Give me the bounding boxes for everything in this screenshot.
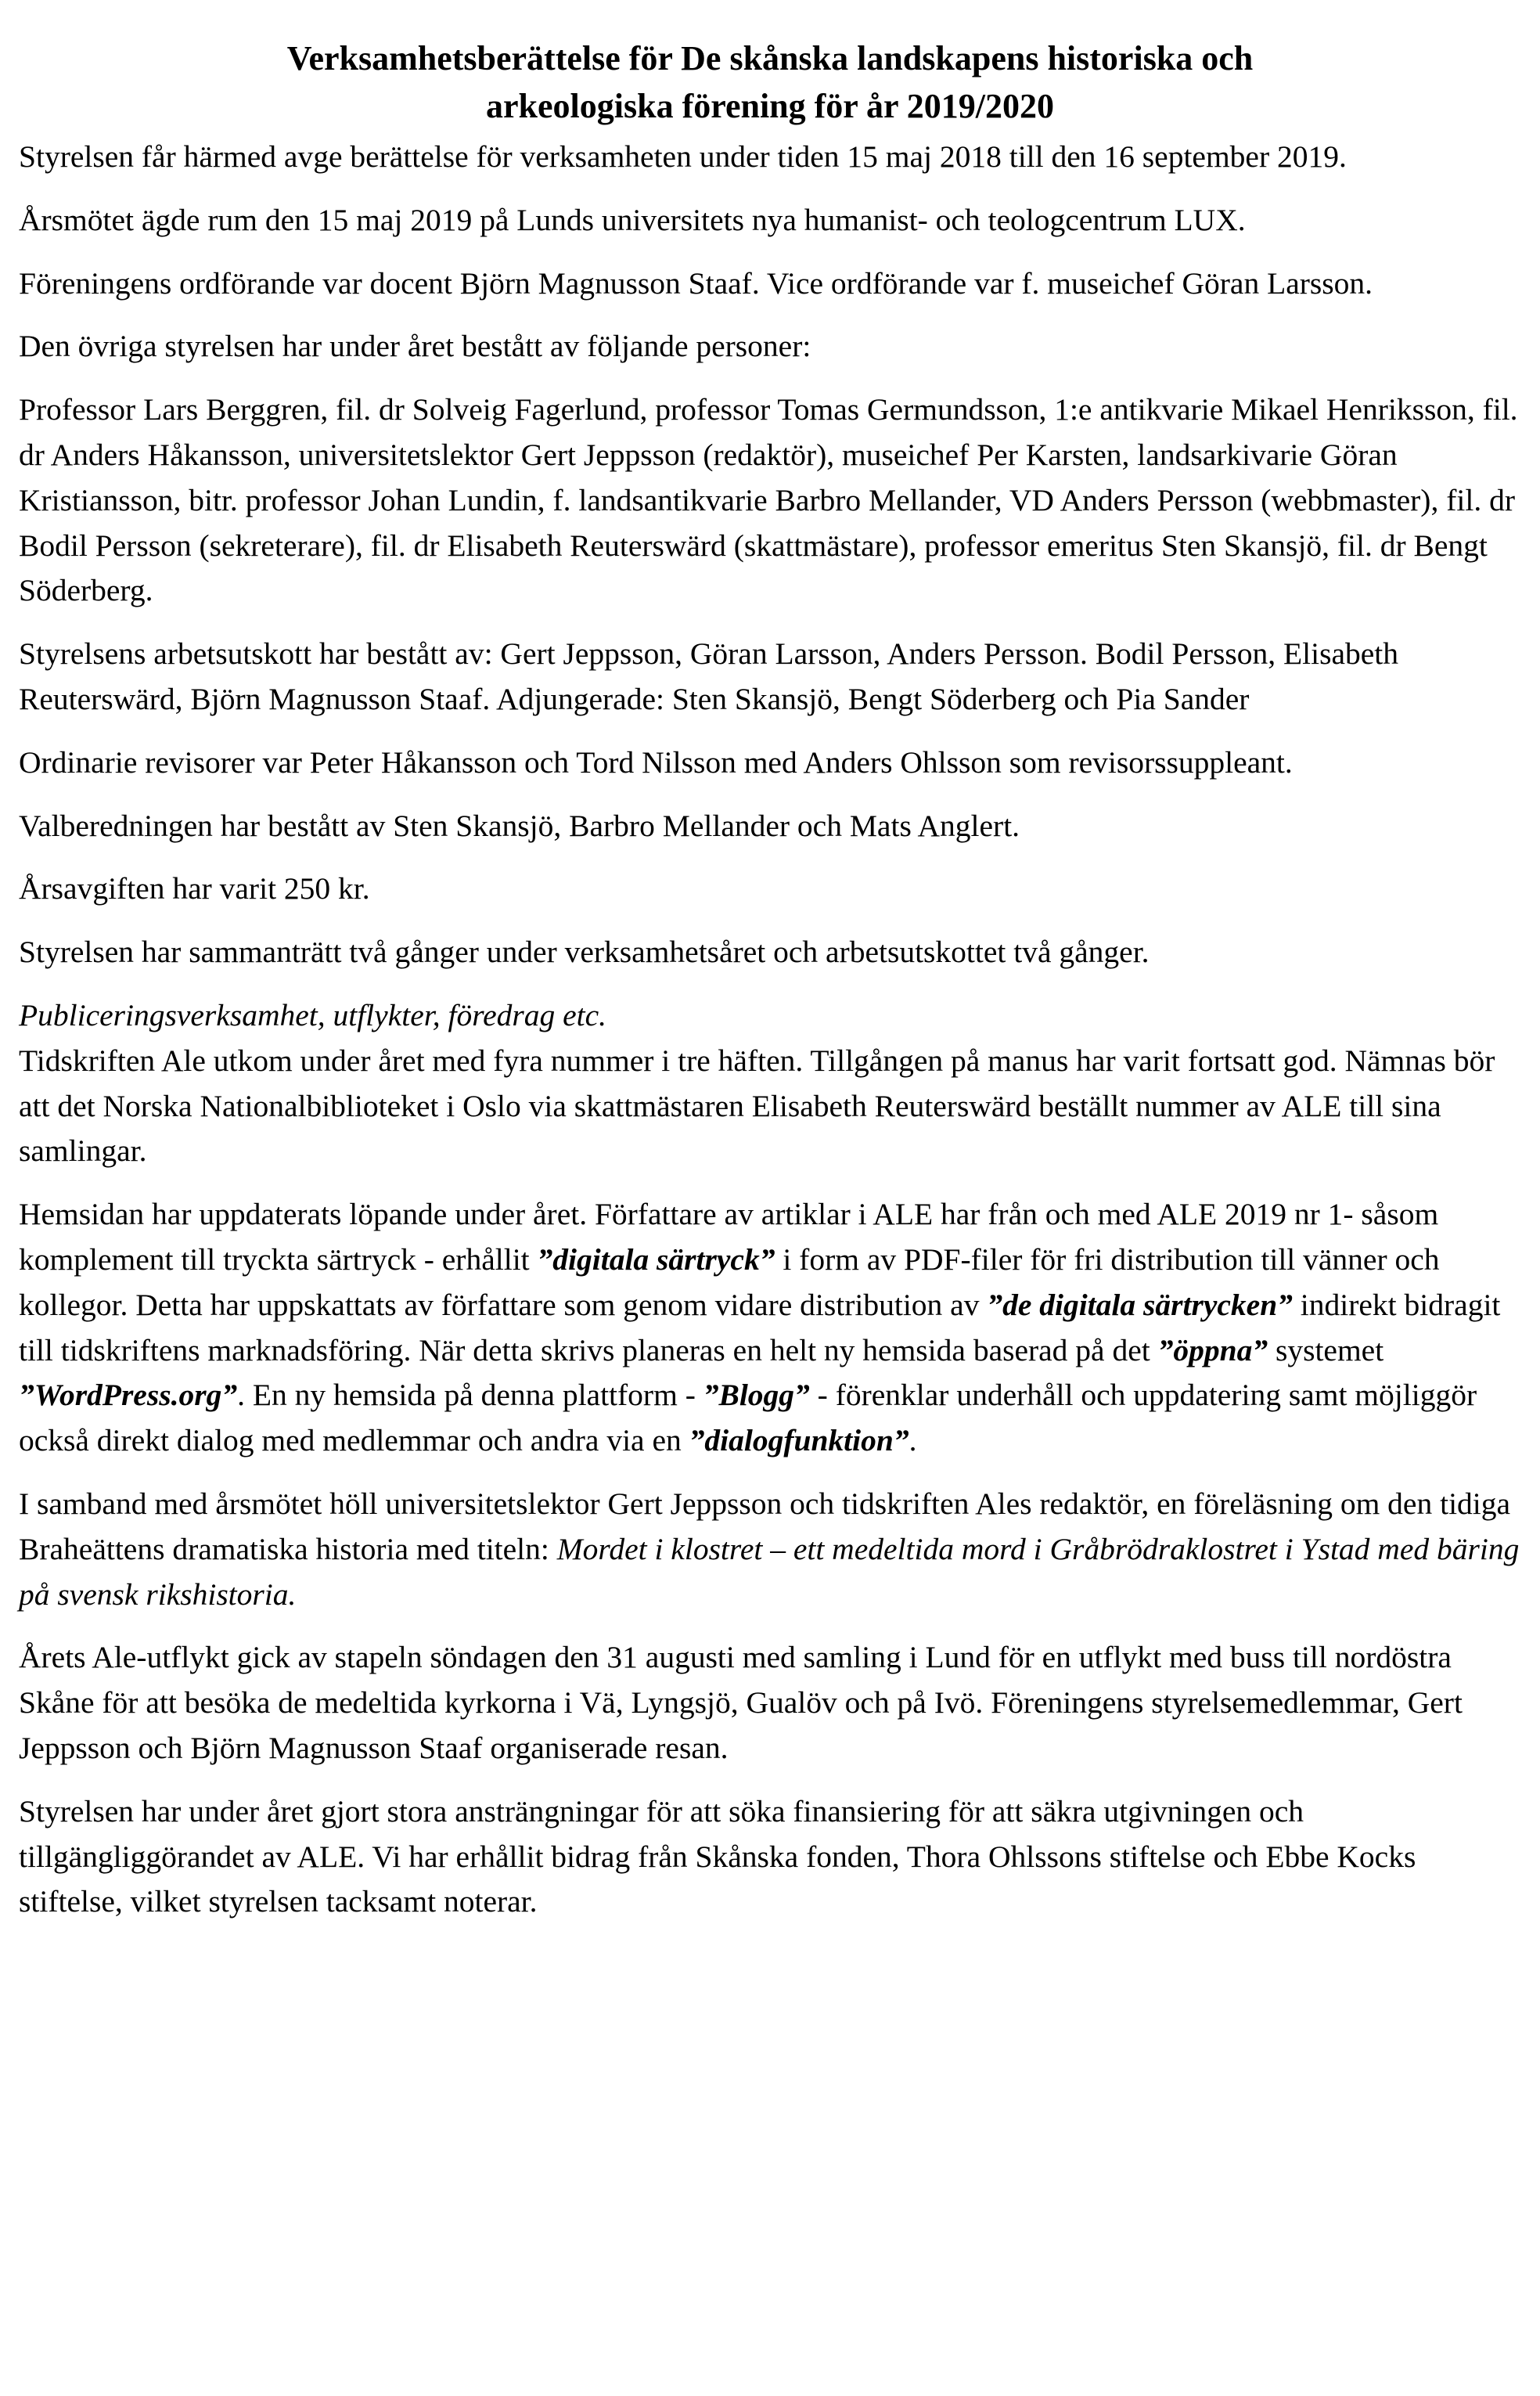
website-text-3: indirekt bidragit till tidskriftens marknadsföring. När detta skrivs planeras en helt ny hemsida baserad på det bbox=[19, 1287, 1501, 1367]
paragraph-auditors: Ordinarie revisorer var Peter Håkansson och Tord Nilsson med Anders Ohlsson som revisorssuppleant. bbox=[19, 744, 1293, 780]
document-body bbox=[19, 135, 1521, 1925]
paragraph-funding: Styrelsen har under året gjort stora ansträngningar för att söka finansiering för att säkra utgivningen och tillgängliggörandet av ALE. Vi har erhållit bidrag från Skånska fonden, Thora Ohlssons stiftelse och Ebbe Kocks stiftelse, vilket styrelsen tacksamt noterar. bbox=[19, 1793, 1416, 1919]
paragraph-meetings: Styrelsen har sammanträtt två gånger under verksamhetsåret och arbetsutskottet två gånger. bbox=[19, 935, 1150, 970]
website-emphasis-5: ”Blogg” bbox=[703, 1378, 810, 1413]
lecture-title: Mordet i klostret – ett medeltida mord i Gråbrödraklostret i Ystad med bäring på svensk rikshistoria. bbox=[19, 1531, 1520, 1612]
paragraph-board-intro: Den övriga styrelsen har under året bestått av följande personer: bbox=[19, 329, 811, 364]
paragraph-working-committee: Styrelsens arbetsutskott har bestått av: Gert Jeppsson, Göran Larsson, Anders Persson. Bodil Persson, Elisabeth Reuterswärd, Björn Magnusson Staaf. Adjungerade: Sten Skansjö, Bengt Söderberg och Pia Sander bbox=[19, 636, 1398, 716]
website-emphasis-1: ”digitala särtryck” bbox=[537, 1241, 775, 1277]
document-title bbox=[19, 34, 1521, 130]
website-text-4: systemet bbox=[1268, 1332, 1384, 1367]
paragraph-board-members: Professor Lars Berggren, fil. dr Solveig Fagerlund, professor Tomas Germundsson, 1:e antikvarie Mikael Henriksson, fil. dr Anders Håkansson, universitetslektor Gert Jeppsson (redaktör), museichef Per Karsten, landsarkivarie Göran Kristiansson, bitr. professor Johan Lundin, f. landsantikvarie Barbro Mellander, VD Anders Persson (webbmaster), fil. dr Bodil Persson (sekreterare), fil. dr Elisabeth Reuterswärd (skattmästare), professor emeritus Sten Skansjö, fil. dr Bengt Söderberg. bbox=[19, 392, 1518, 608]
website-text-7: . bbox=[909, 1423, 917, 1458]
lecture-text: I samband med årsmötet höll universitetslektor Gert Jeppsson och tidskriften Ales redaktör, en föreläsning om den tidiga Braheättens dramatiska historia med titeln: bbox=[19, 1486, 1511, 1566]
paragraph-website bbox=[19, 1192, 1521, 1464]
website-text-6: - förenklar underhåll och uppdatering samt möjliggör också direkt dialog med medlemmar och andra via en bbox=[19, 1378, 1477, 1458]
paragraph-lecture bbox=[19, 1482, 1521, 1617]
paragraph-journal: Tidskriften Ale utkom under året med fyra nummer i tre häften. Tillgången på manus har varit fortsatt god. Nämnas bör att det Norska Nationalbiblioteket i Oslo via skattmästaren Elisabeth Reuterswärd beställt nummer av ALE till sina samlingar. bbox=[19, 1043, 1495, 1169]
title-line-1: Verksamhetsberättelse för De skånska landskapens historiska och bbox=[286, 39, 1254, 77]
paragraph-nomination-committee: Valberedningen har bestått av Sten Skansjö, Barbro Mellander och Mats Anglert. bbox=[19, 808, 1020, 843]
website-emphasis-6: ”dialogfunktion” bbox=[689, 1423, 909, 1458]
paragraph-report-period: Styrelsen får härmed avge berättelse för verksamheten under tiden 15 maj 2018 till den 16 september 2019. bbox=[19, 139, 1347, 174]
website-emphasis-2: ”de digitala särtrycken” bbox=[987, 1287, 1293, 1322]
website-emphasis-3: ”öppna” bbox=[1157, 1332, 1268, 1367]
section-publishing bbox=[19, 993, 1521, 1174]
paragraph-annual-fee: Årsavgiften har varit 250 kr. bbox=[19, 871, 370, 906]
paragraph-excursion: Årets Ale-utflykt gick av stapeln söndagen den 31 augusti med samling i Lund för en utflykt med buss till nordöstra Skåne för att besöka de medeltida kyrkorna i Vä, Lyngsjö, Gualöv och på Ivö. Föreningens styrelsemedlemmar, Gert Jeppsson och Björn Magnusson Staaf organiserade resan. bbox=[19, 1640, 1463, 1765]
section-heading-publishing: Publiceringsverksamhet, utflykter, föredrag etc. bbox=[19, 997, 607, 1032]
website-text-5: . En ny hemsida på denna plattform - bbox=[237, 1378, 703, 1413]
website-emphasis-4: ”WordPress.org” bbox=[19, 1378, 238, 1413]
website-text-2: i form av PDF-filer för fri distribution till vänner och kollegor. Detta har uppskattats av författare som genom vidare distribution av bbox=[19, 1241, 1440, 1322]
website-text-1: Hemsidan har uppdaterats löpande under året. Författare av artiklar i ALE har från och med ALE 2019 nr 1- såsom komplement till tryckta särtryck - erhållit bbox=[19, 1197, 1439, 1277]
paragraph-chairman: Föreningens ordförande var docent Björn Magnusson Staaf. Vice ordförande var f. museichef Göran Larsson. bbox=[19, 265, 1373, 301]
title-line-2: arkeologiska förening för år 2019/2020 bbox=[486, 87, 1054, 125]
paragraph-annual-meeting: Årsmötet ägde rum den 15 maj 2019 på Lunds universitets nya humanist- och teologcentrum LUX. bbox=[19, 202, 1246, 237]
